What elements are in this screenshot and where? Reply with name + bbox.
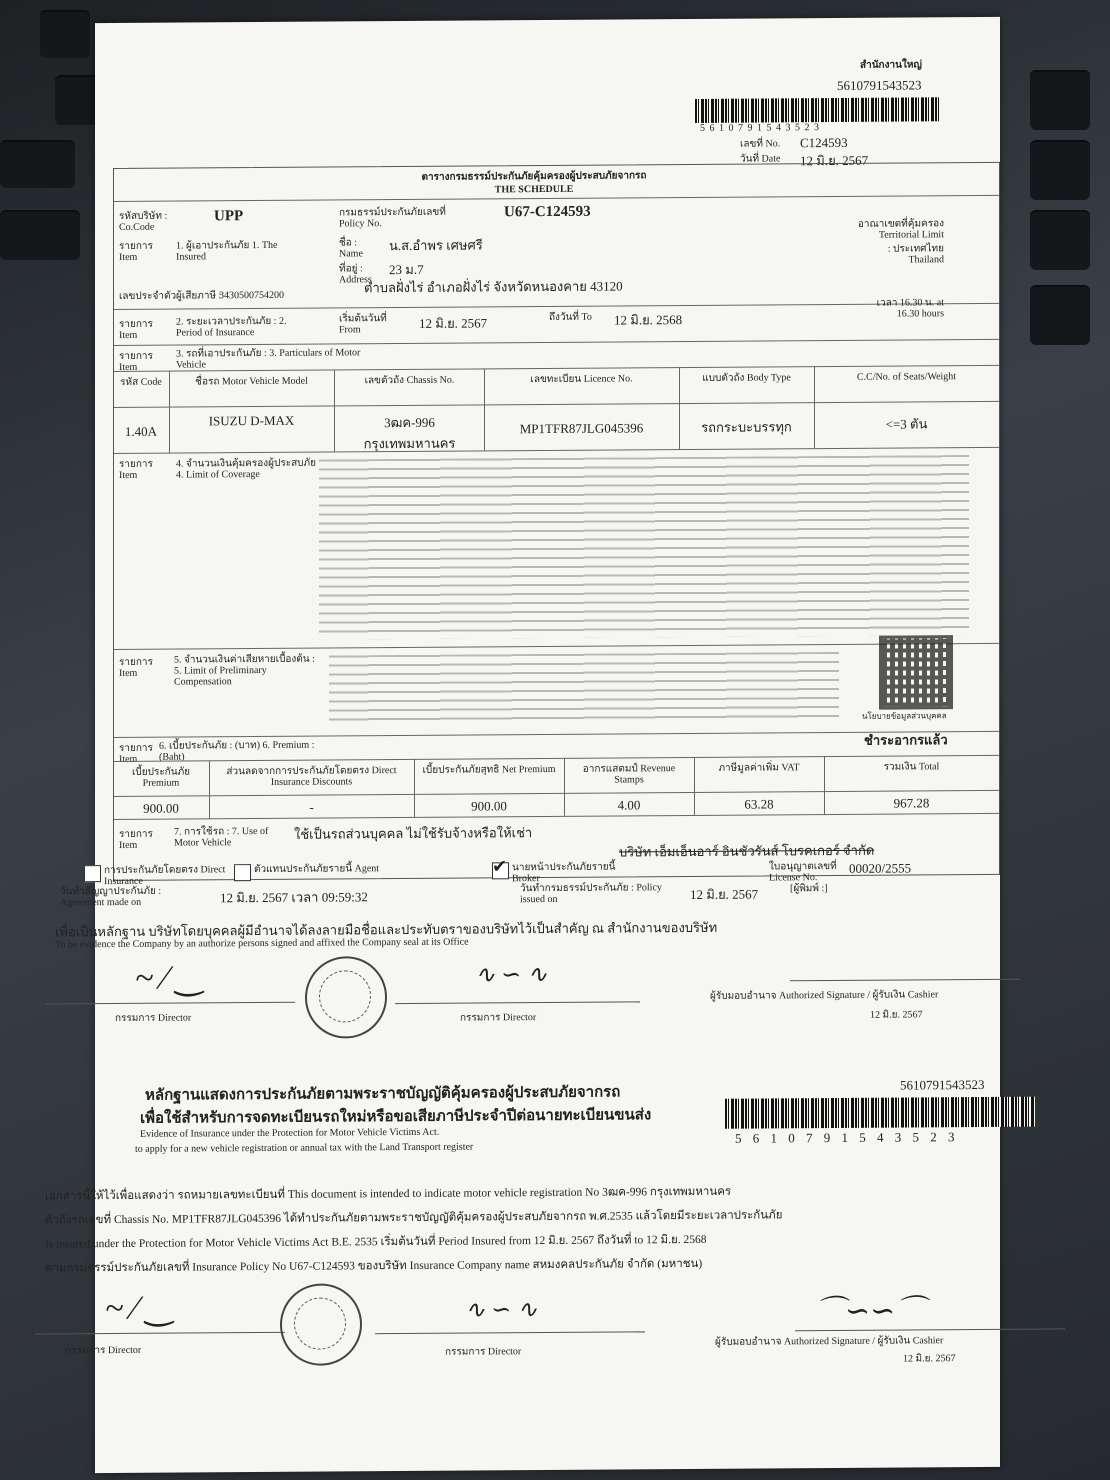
address-label: ที่อยู่ : Address bbox=[339, 263, 372, 286]
to-value: 12 มิ.ย. 2568 bbox=[614, 312, 683, 328]
agreement-value: 12 มิ.ย. 2567 เวลา 09:59:32 bbox=[220, 889, 368, 906]
item3-title: 3. รถที่เอาประกันภัย : 3. Particulars of Motor Vehicle bbox=[176, 347, 361, 371]
item5-label: รายการ Item bbox=[119, 656, 153, 679]
issued-label: วันทำกรมธรรม์ประกันภัย : Policy issued on bbox=[520, 882, 662, 906]
taxid-value: 3430500754200 bbox=[219, 289, 284, 302]
company-seal-icon bbox=[305, 956, 387, 1039]
divider bbox=[169, 371, 170, 453]
header-barcode-digits: 5 6 1 0 7 9 1 5 4 3 5 2 3 bbox=[700, 122, 820, 134]
director-label: กรรมการ Director bbox=[445, 1346, 522, 1358]
premium-discount: - bbox=[309, 799, 314, 815]
director-label: กรรมการ Director bbox=[65, 1344, 142, 1357]
date-label: วันที่ Date bbox=[740, 153, 781, 165]
divider bbox=[114, 401, 999, 408]
vehicle-header-licence: เลขทะเบียน Licence No. bbox=[530, 373, 633, 386]
territorial-value: : ประเทศไทย Thailand bbox=[887, 243, 944, 266]
divider bbox=[824, 756, 825, 814]
license-label: ใบอนุญาตเลขที่ License No. bbox=[769, 860, 837, 884]
header-barcode bbox=[695, 97, 940, 123]
schedule-title-th: ตารางกรมธรรม์ประกันภัยคุ้มครองผู้ประสบภัยจากรถ bbox=[421, 170, 647, 183]
premium-header-stamps: อากรแสตมป์ Revenue Stamps bbox=[582, 763, 676, 786]
qr-code bbox=[879, 635, 953, 710]
issued-value: 12 มิ.ย. 2567 bbox=[690, 886, 759, 903]
item7-title: 7. การใช้รถ : 7. Use of Motor Vehicle bbox=[174, 825, 269, 849]
co-code-value: UPP bbox=[214, 208, 244, 225]
divider bbox=[564, 758, 565, 816]
divider bbox=[694, 757, 695, 815]
vehicle-header-model: ชื่อรถ Motor Vehicle Model bbox=[195, 375, 308, 388]
compensation-fine-print bbox=[329, 652, 839, 726]
checkmark-icon: ✔ bbox=[492, 856, 508, 878]
policy-value: U67-C124593 bbox=[504, 203, 591, 221]
keyboard-key bbox=[0, 140, 75, 188]
evidence-barcode-number: 5610791543523 bbox=[900, 1076, 985, 1093]
vehicle-chassis: MP1TFR87JLG045396 bbox=[519, 420, 644, 437]
to-label: ถึงวันที่ To bbox=[549, 311, 592, 323]
evidence-title-en1: Evidence of Insurance under the Protection for Motor Vehicle Victims Act. bbox=[140, 1126, 440, 1140]
broker-label: นายหน้าประกันภัยรายนี้ Broker bbox=[512, 861, 616, 885]
time-value: เวลา 16.30 น. at 16.30 hours bbox=[876, 297, 944, 320]
date-value: 12 มิ.ย. 2567 bbox=[800, 152, 869, 169]
office-label: สำนักงานใหญ่ bbox=[860, 59, 922, 71]
vehicle-header-code: รหัส Code bbox=[120, 376, 162, 388]
printer-label: [ผู้พิมพ์ :] bbox=[790, 883, 828, 895]
vehicle-header-chassis: เลขตัวถัง Chassis No. bbox=[364, 374, 455, 387]
cashier-label: ผู้รับมอบอำนาจ Authorized Signature / ผู้รับเงิน Cashier bbox=[715, 1335, 944, 1348]
vehicle-cc: <=3 ตัน bbox=[885, 416, 928, 432]
vehicle-header-body: แบบตัวถัง Body Type bbox=[702, 372, 791, 384]
divider bbox=[114, 339, 999, 346]
premium-net: 900.00 bbox=[471, 798, 507, 814]
premium-header-net: เบี้ยประกันภัยสุทธิ Net Premium bbox=[422, 763, 556, 776]
insurance-document bbox=[45, 17, 1000, 1473]
qr-caption: นโยบายข้อมูลส่วนบุคคล bbox=[862, 711, 947, 721]
coverage-fine-print bbox=[319, 455, 969, 640]
from-label: เริ่มต้นวันที่ From bbox=[339, 313, 387, 336]
item6-label: รายการ Item bbox=[119, 742, 153, 765]
director-signature: ∿ ∽ ∿ bbox=[465, 1297, 538, 1324]
use-of-vehicle: ใช้เป็นรถส่วนบุคคล ไม่ใช้รับจ้างหรือให้เช่า bbox=[294, 825, 533, 842]
direct-insurance-label: การประกันภัยโดยตรง Direct Insurance bbox=[104, 864, 226, 888]
cashier-signature: ⌒∽∽⌒ bbox=[815, 1294, 926, 1329]
item1-label: รายการ Item bbox=[119, 240, 153, 263]
divider bbox=[114, 447, 999, 454]
stamp-paid-label: ชำระอากรแล้ว bbox=[864, 732, 948, 748]
evidence-line1: เอกสารนี้ให้ไว้เพื่อแสดงว่า รถหมายเลขทะเบียนที่ This document is intended to indicate motor vehicle registration No 3ฒค-996 กรุงเทพมหานคร bbox=[45, 1185, 732, 1203]
evidence-title-th2: เพื่อใช้สำหรับการจดทะเบียนรถใหม่หรือขอเสียภาษีประจำปีต่อนายทะเบียนขนส่ง bbox=[140, 1107, 652, 1127]
divider bbox=[114, 643, 999, 650]
address-line2: ตำบลฝั่งไร่ อำเภอฝั่งไร่ จังหวัดหนองคาย 43120 bbox=[364, 278, 623, 296]
divider bbox=[209, 760, 210, 818]
divider bbox=[114, 195, 999, 202]
premium-vat: 63.28 bbox=[744, 796, 774, 812]
item1-title: 1. ผู้เอาประกันภัย 1. The Insured bbox=[176, 239, 278, 263]
item6-title: 6. เบี้ยประกันภัย : (บาท) 6. Premium : (Baht) bbox=[159, 739, 315, 763]
address-line1: 23 ม.7 bbox=[389, 261, 424, 278]
name-label: ชื่อ : Name bbox=[339, 237, 363, 260]
signature-line bbox=[395, 1001, 640, 1004]
item2-title: 2. ระยะเวลาประกันภัย : 2. Period of Insurance bbox=[176, 315, 287, 339]
vehicle-licence: 3ฒค-996 กรุงเทพมหานคร bbox=[363, 414, 456, 452]
keyboard-key bbox=[1030, 70, 1090, 130]
evidence-statement-en: To be evidence the Company by an authorize persons signed and affixed the Company seal at its Office bbox=[55, 936, 469, 951]
evidence-line2: ตัวถังรถเลขที่ Chassis No. MP1TFR87JLG045396 ได้ทำประกันภัยตามพระราชบัญญัติคุ้มครองผู้ประสบภัยจากรถ พ.ศ.2535 แล้วโดยมีระยะเวลาประกันภัย bbox=[45, 1209, 783, 1227]
co-code-label: รหัสบริษัท : Co.Code bbox=[119, 210, 168, 233]
schedule-title-en: THE SCHEDULE bbox=[494, 183, 574, 196]
vehicle-code: 1.40A bbox=[124, 423, 158, 439]
evidence-statement-th: เพื่อเป็นหลักฐาน บริษัทโดยบุคคลผู้มีอำนาจได้ลงลายมือชื่อและประทับตราของบริษัทไว้เป็นสำคัญ ณ สำนักงานของบริษัท bbox=[55, 919, 718, 940]
premium-gross: 900.00 bbox=[143, 800, 179, 816]
taxid-label: เลขประจำตัวผู้เสียภาษี : bbox=[119, 290, 222, 302]
agent-label: ตัวแทนประกันภัยรายนี้ Agent bbox=[254, 863, 380, 876]
from-value: 12 มิ.ย. 2567 bbox=[419, 315, 488, 331]
premium-header-gross: เบี้ยประกันภัย Premium bbox=[131, 766, 191, 789]
evidence-line3: Is insured under the Protection for Motor Vehicle Victims Act B.E. 2535 เริ่มต้นวันที่ Period Insured from 12 มิ.ย. 2567 ถึงวันที่ to 12 มิ.ย. 2568 bbox=[45, 1233, 707, 1251]
schedule-table bbox=[104, 162, 1000, 888]
keyboard-key bbox=[1030, 140, 1090, 200]
vehicle-body: รถกระบะบรรทุก bbox=[701, 419, 792, 435]
cashier-label: ผู้รับมอบอำนาจ Authorized Signature / ผู้รับเงิน Cashier bbox=[710, 989, 939, 1002]
item3-label: รายการ Item bbox=[119, 350, 153, 373]
policy-label: กรมธรรม์ประกันภัยเลขที่ Policy No. bbox=[339, 206, 446, 230]
director-signature: ∿ ∽ ∿ bbox=[475, 962, 548, 989]
evidence-line4: ตามกรมธรรม์ประกันภัยเลขที่ Insurance Policy No U67-C124593 ของบริษัท Insurance Company name สหมงคลประกันภัย จำกัด (มหาชน) bbox=[45, 1257, 703, 1275]
no-value: C124593 bbox=[800, 134, 848, 151]
evidence-barcode bbox=[725, 1097, 1035, 1129]
insured-name: น.ส.อำพร เศษศรี bbox=[389, 237, 483, 254]
director-label: กรรมการ Director bbox=[115, 1012, 192, 1025]
director-label: กรรมการ Director bbox=[460, 1012, 537, 1024]
item4-title: 4. จำนวนเงินคุ้มครองผู้ประสบภัย 4. Limit of Coverage bbox=[176, 457, 316, 481]
vehicle-header-cc: C.C/No. of Seats/Weight bbox=[856, 371, 957, 383]
direct-insurance-checkbox[interactable] bbox=[84, 865, 101, 882]
keyboard-key bbox=[40, 10, 90, 58]
evidence-title-th1: หลักฐานแสดงการประกันภัยตามพระราชบัญญัติคุ้มครองผู้ประสบภัยจากรถ bbox=[145, 1084, 621, 1104]
company-seal-icon bbox=[280, 1283, 362, 1366]
evidence-barcode-digits: 5 6 1 0 7 9 1 5 4 3 5 2 3 bbox=[735, 1129, 959, 1146]
header-barcode-number: 5610791543523 bbox=[837, 77, 922, 93]
agent-checkbox[interactable] bbox=[234, 864, 251, 881]
director-signature: ~ ∕ ‿ bbox=[105, 1289, 174, 1328]
premium-header-discount: ส่วนลดจากการประกันภัยโดยตรง Direct Insurance Discounts bbox=[226, 765, 397, 788]
license-value: 00020/2555 bbox=[849, 860, 912, 876]
premium-header-total: รวมเงิน Total bbox=[883, 761, 940, 773]
no-label: เลขที่ No. bbox=[740, 138, 781, 150]
premium-header-vat: ภาษีมูลค่าเพิ่ม VAT bbox=[718, 762, 800, 774]
item2-label: รายการ Item bbox=[119, 318, 153, 341]
premium-stamps: 4.00 bbox=[617, 797, 641, 813]
cashier-date: 12 มิ.ย. 2567 bbox=[870, 1009, 923, 1021]
signature-line bbox=[375, 1331, 645, 1334]
director-signature: ~ ∕ ‿ bbox=[135, 959, 204, 997]
divider bbox=[414, 759, 415, 817]
divider bbox=[334, 369, 335, 451]
divider bbox=[484, 368, 485, 450]
divider bbox=[679, 367, 680, 449]
broker-company: บริษัท เอ็มเอ็นอาร์ อินชัวรันส์ โบรคเกอร์ จำกัด bbox=[619, 842, 875, 860]
signature-line bbox=[790, 979, 1020, 982]
cashier-date: 12 มิ.ย. 2567 bbox=[903, 1353, 956, 1365]
keyboard-key bbox=[1030, 285, 1090, 345]
divider bbox=[814, 366, 815, 448]
item5-title: 5. จำนวนเงินค่าเสียหายเบื้องต้น : 5. Limit of Preliminary Compensation bbox=[174, 653, 315, 688]
territorial-label: อาณาเขตที่คุ้มครอง Territorial Limit bbox=[857, 218, 944, 241]
vehicle-model: ISUZU D-MAX bbox=[208, 412, 295, 429]
agreement-label: วันทำสัญญาประกันภัย : Agreement made on bbox=[60, 885, 162, 909]
item4-label: รายการ Item bbox=[119, 458, 153, 481]
evidence-title-en2: to apply for a new vehicle registration or annual tax with the Land Transport register bbox=[135, 1141, 474, 1155]
premium-total: 967.28 bbox=[893, 795, 930, 811]
keyboard-key bbox=[55, 75, 100, 125]
item7-label: รายการ Item bbox=[119, 828, 153, 851]
keyboard-key bbox=[0, 210, 80, 260]
keyboard-key bbox=[1030, 210, 1090, 270]
